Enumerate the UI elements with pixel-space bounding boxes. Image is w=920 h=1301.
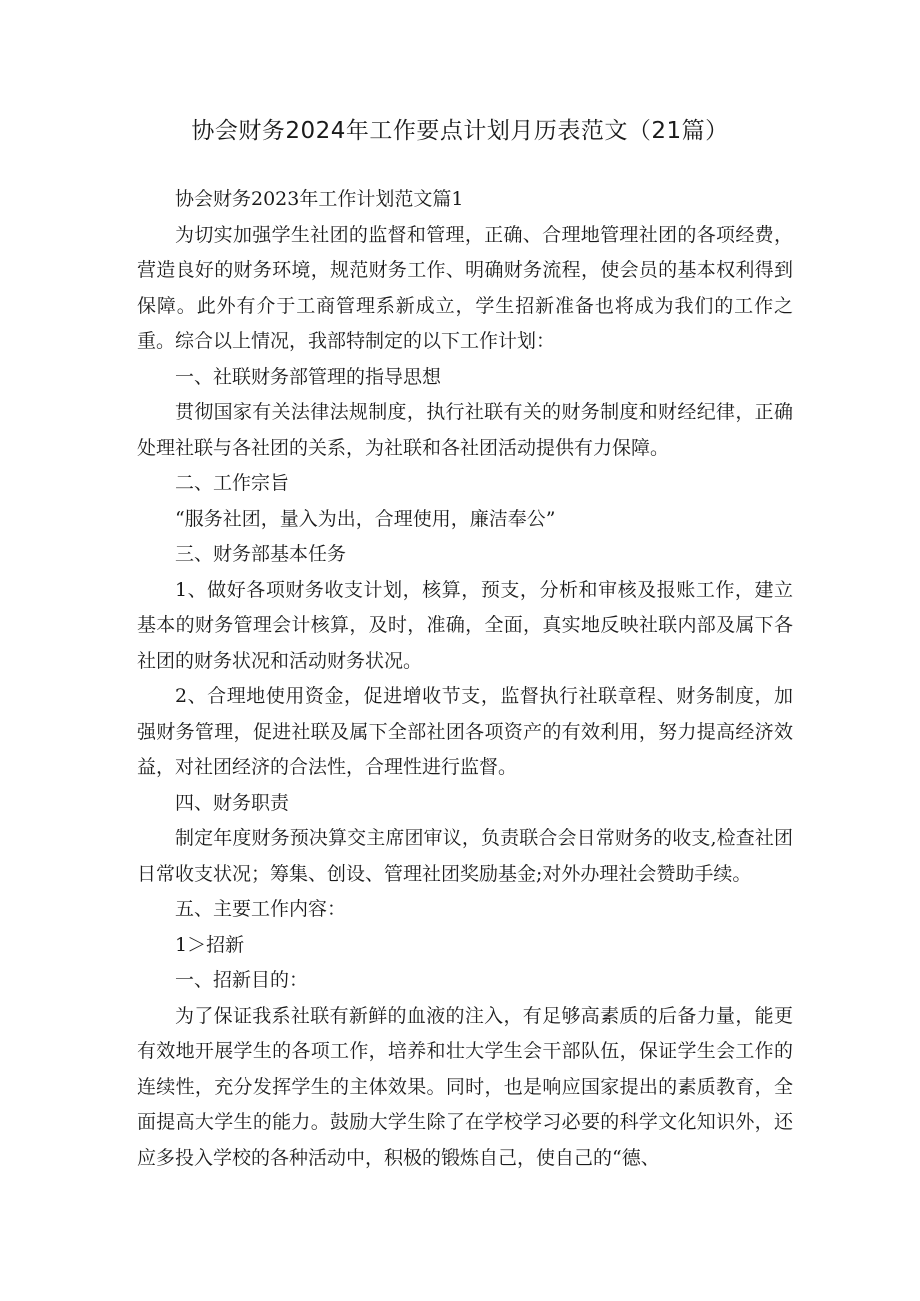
section-heading: 四、财务职责 [175,791,290,814]
section-heading: 一、招新目的： [175,969,309,991]
section-heading: 二、工作宗旨 [175,472,290,494]
document-title: 协会财务2024年工作要点计划月历表范文（21篇） [191,118,729,144]
section-heading: 协会财务2023年工作计划范文篇1 [175,188,464,210]
document-body [137,182,793,1176]
paragraph: 为切实加强学生社团的监督和管理，正确、合理地管理社团的各项经费，营造良好的财务环境，规范财务工作、明确财务流程，使会员的基本权利得到保障。此外有介于工商管理系新成立，学生招新准备也将成为我们的工作之重。综合以上情况，我部特制定的以下工作计划： [137,223,793,352]
paragraph: “服务社团，量入为出，合理使用，廉洁奉公” [175,507,556,530]
paragraph: 贯彻国家有关法律法规制度，执行社联有关的财务制度和财经纪律，正确处理社联与各社团的关系，为社联和各社团活动提供有力保障。 [137,401,793,459]
section-heading: 三、财务部基本任务 [175,543,347,565]
paragraph: 2、合理地使用资金，促进增收节支，监督执行社联章程、财务制度，加强财务管理，促进社联及属下全部社团各项资产的有效利用，努力提高经济效益，对社团经济的合法性，合理性进行监督。 [137,685,793,778]
paragraph: 1、做好各项财务收支计划，核算，预支，分析和审核及报账工作，建立基本的财务管理会计核算，及时，准确，全面，真实地反映社联内部及属下各社团的财务状况和活动财务状况。 [137,578,793,672]
paragraph: 为了保证我系社联有新鲜的血液的注入，有足够高素质的后备力量，能更有效地开展学生的各项工作，培养和壮大学生会干部队伍，保证学生会工作的连续性，充分发挥学生的主体效果。同时，也是响应国家提出的素质教育，全面提高大学生的能力。鼓励大学生除了在学校学习必要的科学文化知识外，还应多投入学校的各种活动中，积极的锻炼自己，使自己的“德、 [137,1004,793,1169]
paragraph: 制定年度财务预决算交主席团审议，负责联合会日常财务的收支,检查社团日常收支状况；筹集、创设、管理社团奖励基金;对外办理社会赞助手续。 [137,827,793,885]
section-heading: 1＞招新 [175,933,245,956]
section-heading: 一、社联财务部管理的指导思想 [175,365,442,388]
section-heading: 五、主要工作内容： [175,898,347,920]
